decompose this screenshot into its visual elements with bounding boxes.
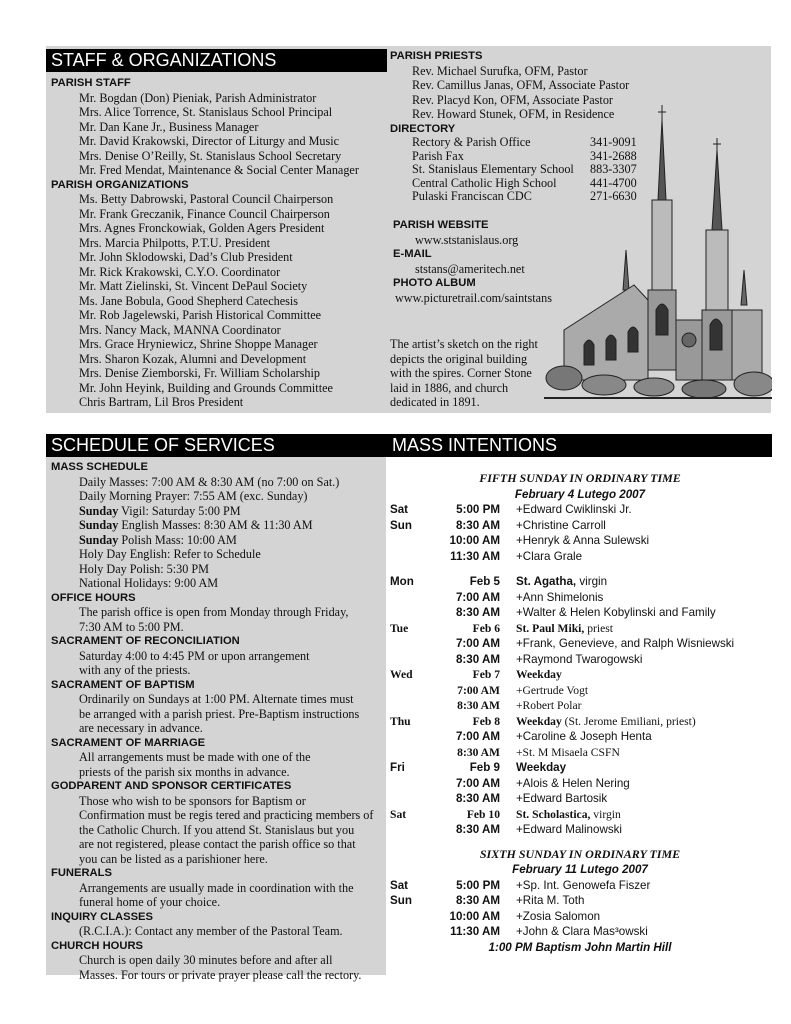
office-hours-text: 7:30 AM to 5:00 PM. [79, 619, 184, 634]
intention-time: 7:00 AM [457, 683, 500, 697]
org-member: Mrs. Marcia Philpotts, P.T.U. President [79, 235, 271, 250]
intention-time: 5:00 PM [456, 878, 500, 892]
org-member: Mr. John Heyink, Building and Grounds Committee [79, 380, 333, 395]
org-member: Ms. Jane Bobula, Good Shepherd Catechesis [79, 293, 299, 308]
org-member: Mr. Frank Greczanik, Finance Council Chairperson [79, 206, 330, 221]
org-member: Mr. John Sklodowski, Dad’s Club President [79, 250, 293, 264]
baptism-text: be arranged with a parish priest. Pre-Baptism instructions [79, 706, 360, 721]
priest-name: Rev. Howard Stunek, OFM, in Residence [412, 107, 615, 121]
intention-row [390, 893, 770, 909]
intention-day: Tue [390, 621, 409, 635]
baptism-title: SACRAMENT OF BAPTISM [51, 678, 195, 691]
week1-title: FIFTH SUNDAY IN ORDINARY TIME [479, 471, 681, 485]
staff-member: Mr. Dan Kane Jr., Business Manager [79, 119, 259, 134]
intentions-header: MASS INTENTIONS [387, 434, 772, 457]
intention-day [390, 776, 436, 792]
email-title: E-MAIL [393, 248, 432, 260]
week1-date: February 4 Lutego 2007 [514, 487, 646, 501]
org-member: Mrs. Sharon Kozak, Alumni and Development [79, 351, 307, 366]
intention-text: +Frank, Genevieve, and Ralph Wisniewski [516, 637, 735, 650]
inquiry-classes-title: INQUIRY CLASSES [51, 910, 153, 923]
week2-date: February 11 Lutego 2007 [512, 863, 648, 876]
daily-masses: Daily Masses: 7:00 AM & 8:30 AM (no 7:00 on Sat.) [79, 474, 340, 489]
priests-title: PARISH PRIESTS [390, 50, 483, 62]
intention-text: +Edward Malinowski [516, 823, 622, 836]
intention-day: Sat [390, 878, 409, 892]
caption-line: laid in 1886, and church [390, 380, 509, 395]
intention-day: Mon [390, 575, 414, 588]
intention-time: Feb 5 [469, 575, 500, 588]
intention-day: Thu [390, 714, 411, 728]
funerals-text: Arrangements are usually made in coordination with the [79, 880, 354, 895]
intention-day: Sat [390, 503, 409, 516]
priest-name: Rev. Michael Surufka, OFM, Pastor [412, 63, 588, 78]
feast-row [390, 621, 770, 637]
parish-orgs-list [51, 192, 386, 410]
sunday-polish: Sunday Polish Mass: 10:00 AM [79, 532, 237, 547]
intention-text: +Walter & Helen Kobylinski and Family [516, 606, 716, 619]
directory-title: DIRECTORY [390, 122, 456, 135]
intention-row [390, 518, 770, 534]
intention-day: Sun [390, 518, 412, 532]
directory-name: Pulaski Franciscan CDC [412, 189, 532, 204]
intention-day [390, 791, 436, 807]
staff-header: STAFF & ORGANIZATIONS [46, 49, 387, 72]
feast-row [390, 760, 770, 776]
intention-row [390, 549, 770, 565]
baptism-text: are necessary in advance. [79, 721, 203, 735]
staff-member: Mr. Bogdan (Don) Pieniak, Parish Administrator [79, 90, 317, 105]
intention-day [390, 652, 436, 668]
intention-row [390, 909, 770, 925]
holy-day-english: Holy Day English: Refer to Schedule [79, 547, 261, 561]
reconciliation-title: SACRAMENT OF RECONCILIATION [51, 635, 240, 647]
intention-day [390, 698, 436, 714]
album-link[interactable]: www.picturetrail.com/saintstans [395, 290, 552, 305]
feast-row [390, 714, 770, 730]
intention-day: Fri [390, 761, 405, 774]
intention-time: 7:00 AM [455, 637, 500, 650]
daily-prayer: Daily Morning Prayer: 7:55 AM (exc. Sunday) [79, 489, 308, 503]
intention-text: +Henryk & Anna Sulewski [516, 534, 650, 547]
intention-day: Sun [390, 894, 412, 907]
org-member: Mrs. Nancy Mack, MANNA Coordinator [79, 322, 281, 337]
funerals-text: funeral home of your choice. [79, 895, 221, 909]
intention-day [390, 533, 436, 549]
intention-text: +Caroline & Joseph Henta [516, 730, 652, 743]
schedule-header: SCHEDULE OF SERVICES [46, 434, 387, 457]
intention-time: 8:30 AM [455, 518, 500, 532]
caption-line: The artist’s sketch on the right [390, 337, 538, 351]
holy-day-polish: Holy Day Polish: 5:30 PM [79, 561, 210, 576]
intention-time: 8:30 AM [455, 823, 500, 836]
intention-time: 8:30 AM [455, 792, 500, 805]
intention-row [390, 776, 770, 792]
directory-phone: 883-3307 [590, 162, 637, 177]
intention-day: Wed [390, 668, 413, 681]
directory-phone: 271-6630 [590, 189, 637, 204]
intention-day [390, 636, 436, 652]
feast-name: Weekday (St. Jerome Emiliani, priest) [516, 714, 696, 728]
intention-time: 11:30 AM [450, 925, 500, 938]
intention-time: 10:00 AM [449, 534, 500, 547]
intention-row [390, 924, 770, 940]
marriage-text: priests of the parish six months in advance. [79, 764, 290, 779]
directory-name: Rectory & Parish Office [412, 135, 531, 149]
intention-text: +Edward Cwiklinski Jr. [516, 503, 632, 516]
church-hours-text: Church is open daily 30 minutes before and after all [79, 953, 333, 967]
church-sketch-image [544, 100, 772, 410]
baptism-text: Ordinarily on Sundays at 1:00 PM. Alternate times must [79, 692, 354, 706]
baptism-note: 1:00 PM Baptism John Martin Hill [488, 940, 672, 954]
intention-text: +Rita M. Toth [516, 894, 585, 907]
intention-text: +Zosia Salomon [516, 909, 601, 923]
org-member: Mrs. Agnes Fronckowiak, Golden Agers President [79, 221, 325, 235]
feast-name: St. Scholastica, virgin [516, 807, 621, 821]
sunday-english: Sunday English Masses: 8:30 AM & 11:30 AM [79, 518, 313, 532]
intention-text: +Raymond Twarogowski [516, 652, 643, 666]
intention-time: 5:00 PM [456, 503, 500, 516]
org-member: Mrs. Grace Hryniewicz, Shrine Shoppe Manager [79, 337, 318, 351]
intention-time: 11:30 AM [450, 549, 500, 563]
parish-staff-list [51, 91, 386, 178]
intention-text: +Edward Bartosik [516, 792, 608, 805]
intention-day [390, 683, 436, 699]
intention-time: 8:30 AM [457, 699, 500, 712]
intention-text: +Robert Polar [516, 699, 582, 712]
intention-row [390, 533, 770, 549]
staff-member: Mrs. Alice Torrence, St. Stanislaus School Principal [79, 105, 333, 119]
email-link[interactable]: ststans@ameritech.net [415, 261, 525, 276]
org-member: Mr. Matt Zielinski, St. Vincent DePaul Society [79, 279, 308, 293]
intention-row [390, 636, 770, 652]
church-hours-title: CHURCH HOURS [51, 939, 143, 952]
feast-name: St. Agatha, virgin [516, 575, 608, 588]
intention-time: 8:30 AM [457, 745, 500, 759]
intention-row [390, 791, 770, 807]
feast-row [390, 667, 770, 683]
office-hours-title: OFFICE HOURS [51, 591, 136, 604]
funerals-title: FUNERALS [51, 867, 112, 879]
directory-name: Central Catholic High School [412, 175, 557, 190]
intention-time: 8:30 AM [455, 606, 500, 619]
reconciliation-text: with any of the priests. [79, 663, 191, 677]
directory-phone: 341-2688 [590, 148, 637, 163]
intention-row [390, 878, 770, 894]
website-link[interactable]: www.ststanislaus.org [415, 232, 519, 247]
parish-orgs-title: PARISH ORGANIZATIONS [51, 178, 189, 191]
org-member: Chris Bartram, Lil Bros President [79, 395, 244, 409]
feast-name: Weekday [516, 668, 562, 681]
intention-text: +John & Clara Mas³owski [516, 925, 648, 938]
caption-line: dedicated in 1891. [390, 395, 480, 409]
caption-line: depicts the original building [390, 351, 528, 366]
intention-time: 8:30 AM [455, 652, 500, 666]
godparent-certificates-text: Confirmation must be regis tered and practicing members of [79, 808, 374, 822]
godparent-certificates-title: GODPARENT AND SPONSOR CERTIFICATES [51, 780, 292, 792]
intention-day [390, 605, 436, 621]
intention-text: +Alois & Helen Nering [516, 776, 630, 790]
intention-day: Sat [390, 807, 407, 821]
staff-column [51, 76, 386, 410]
godparent-certificates-text: you can be listed as a parishioner here. [79, 851, 268, 866]
intention-text: +Ann Shimelonis [516, 590, 604, 604]
org-member: Mr. Rick Krakowski, C.Y.O. Coordinator [79, 264, 281, 279]
intention-text: +St. M Misaela CSFN [516, 745, 620, 759]
godparent-certificates-text: are not registered, please contact the parish office so that [79, 837, 356, 851]
intention-time: 7:00 AM [455, 730, 500, 743]
intention-row [390, 502, 770, 518]
org-member: Mr. Rob Jagelewski, Parish Historical Committee [79, 308, 322, 322]
intention-text: +Clara Grale [516, 549, 583, 563]
schedule-column [51, 460, 386, 982]
intention-text: +Sp. Int. Genowefa Fiszer [516, 878, 651, 892]
mass-schedule-title: MASS SCHEDULE [51, 461, 148, 473]
directory-name: St. Stanislaus Elementary School [412, 162, 574, 177]
week2-title: SIXTH SUNDAY IN ORDINARY TIME [479, 846, 681, 861]
org-member: Mrs. Denise Ziemborski, Fr. William Scholarship [79, 366, 320, 380]
intention-row [390, 683, 770, 699]
intention-day [390, 549, 436, 565]
intention-text: +Gertrude Vogt [516, 683, 589, 697]
intention-row [390, 745, 770, 761]
caption-line: with the spires. Corner Stone [390, 366, 532, 380]
marriage-title: SACRAMENT OF MARRIAGE [51, 736, 206, 749]
priest-name: Rev. Placyd Kon, OFM, Associate Pastor [412, 92, 613, 107]
intention-time: Feb 10 [466, 807, 500, 821]
intention-day [390, 822, 436, 838]
intention-row [390, 822, 770, 838]
intention-row [390, 590, 770, 606]
sketch-caption [390, 337, 540, 410]
intention-day [390, 909, 436, 925]
org-member: Ms. Betty Dabrowski, Pastoral Council Chairperson [79, 192, 334, 206]
staff-member: Mrs. Denise O’Reilly, St. Stanislaus School Secretary [79, 148, 342, 163]
feast-row [390, 574, 770, 590]
intention-day [390, 924, 436, 940]
intention-time: 7:00 AM [455, 590, 500, 604]
church-hours-text: Masses. For tours or private prayer please call the rectory. [79, 967, 362, 982]
intention-time: Feb 8 [472, 714, 500, 728]
intention-time: 8:30 AM [455, 894, 500, 907]
intention-day [390, 729, 436, 745]
intention-row [390, 729, 770, 745]
intention-day [390, 590, 436, 606]
album-title: PHOTO ALBUM [393, 277, 476, 289]
staff-member: Mr. Fred Mendat, Maintenance & Social Center Manager [79, 163, 359, 177]
directory-name: Parish Fax [412, 148, 464, 163]
godparent-certificates-text: the Catholic Church. If you attend St. Stanislaus but you [79, 822, 355, 837]
intention-time: Feb 6 [472, 621, 500, 635]
intention-row [390, 605, 770, 621]
website-title: PARISH WEBSITE [393, 219, 489, 231]
sunday-vigil: Sunday Vigil: Saturday 5:00 PM [79, 503, 241, 518]
intention-row [390, 652, 770, 668]
inquiry-classes-text: (R.C.I.A.): Contact any member of the Pastoral Team. [79, 924, 343, 938]
priest-name: Rev. Camillus Janas, OFM, Associate Pastor [412, 78, 630, 92]
intention-time: 10:00 AM [449, 909, 500, 923]
intention-text: +Christine Carroll [516, 518, 606, 532]
intention-time: 7:00 AM [455, 776, 500, 790]
intention-day [390, 745, 436, 761]
marriage-text: All arrangements must be made with one of the [79, 750, 311, 764]
reconciliation-text: Saturday 4:00 to 4:45 PM or upon arrangement [79, 648, 310, 663]
intention-time: Feb 9 [469, 761, 500, 774]
intention-row [390, 698, 770, 714]
parish-staff-title: PARISH STAFF [51, 77, 131, 89]
godparent-certificates-text: Those who wish to be sponsors for Baptism or [79, 793, 306, 808]
office-hours-text: The parish office is open from Monday through Friday, [79, 605, 349, 619]
feast-row [390, 807, 770, 823]
feast-name: Weekday [516, 761, 567, 774]
staff-member: Mr. David Krakowski, Director of Liturgy and Music [79, 134, 340, 148]
directory-phone: 341-9091 [590, 135, 637, 149]
national-holidays: National Holidays: 9:00 AM [79, 576, 219, 590]
feast-name: St. Paul Miki, priest [516, 621, 613, 635]
directory-phone: 441-4700 [590, 175, 637, 190]
mass-intentions-column [390, 471, 770, 955]
intention-time: Feb 7 [472, 668, 500, 681]
